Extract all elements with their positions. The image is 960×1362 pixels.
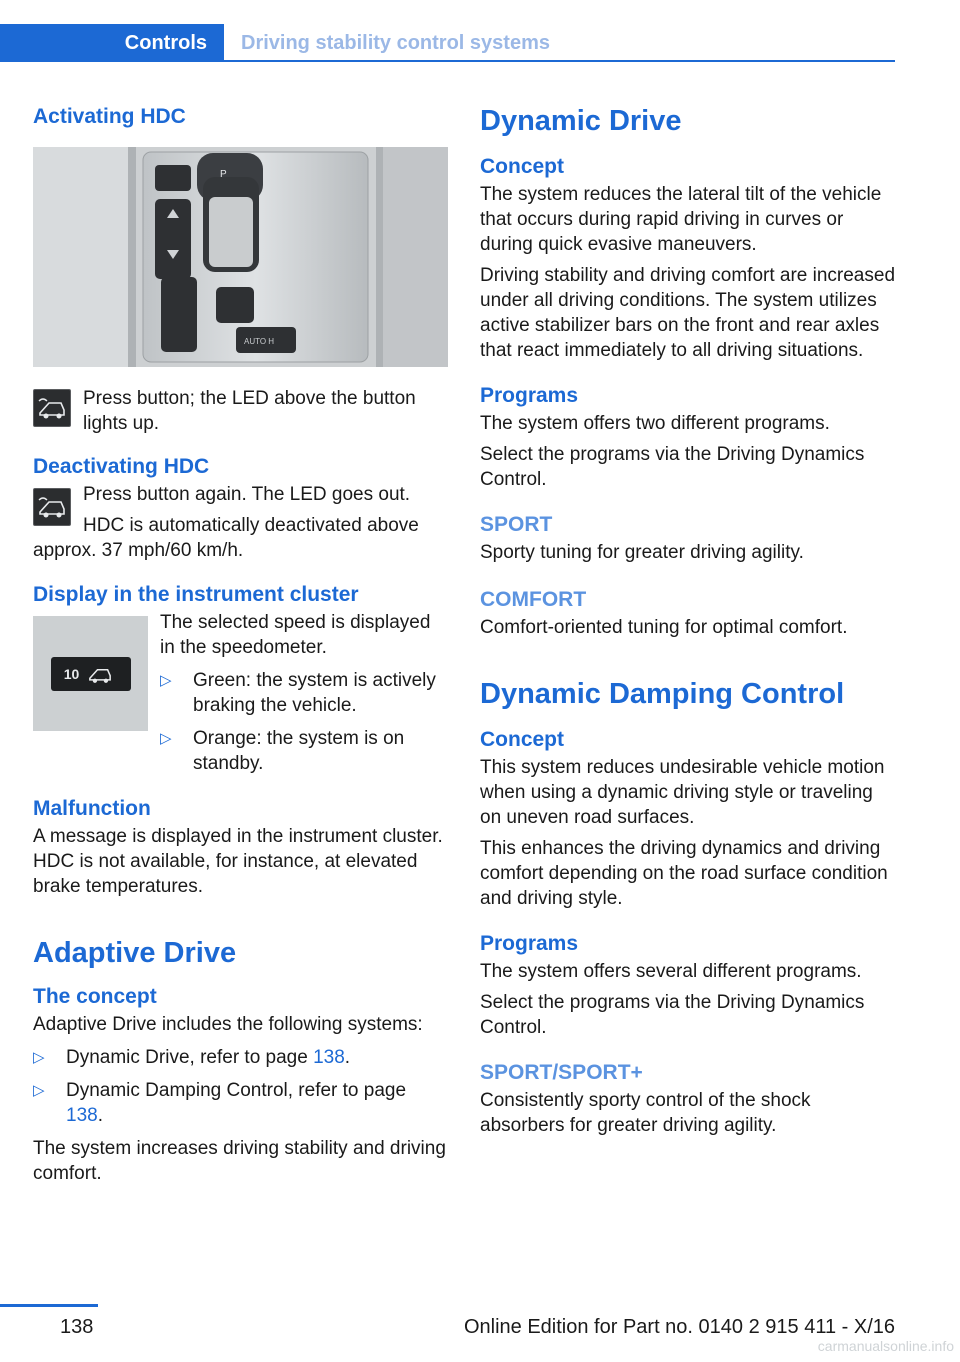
- heading-sport: SPORT: [480, 513, 553, 536]
- console-illustration: [33, 147, 448, 367]
- concept-bullets: [33, 1045, 448, 1128]
- dd-concept-p2: Driving stability and driving comfort are increased under all driving conditions. The system utilizes active stabilizer bars on the front and rear axles that react immediately to all driving situations.: [480, 265, 896, 361]
- hdc-button-icon: [33, 389, 71, 427]
- display-row: [33, 610, 448, 776]
- heading-dynamic-drive: Dynamic Drive: [480, 105, 682, 137]
- hdc-speed-number: 10: [63, 665, 80, 682]
- display-bullets: [160, 668, 448, 776]
- ddc-programs-p1: The system offers several different programs.: [480, 961, 862, 982]
- auto-h-label: AUTO H: [244, 337, 275, 346]
- heading-ddc-programs: Programs: [480, 932, 579, 955]
- heading-the-concept: The concept: [33, 985, 157, 1008]
- display-text: The selected speed is displayed in the speedometer.: [160, 612, 431, 658]
- page-number: 138: [60, 1316, 94, 1338]
- hdc-deactivate-row: [33, 482, 448, 538]
- chapter-title: Driving stability control systems: [241, 31, 550, 54]
- hdc-button-icon: [33, 488, 71, 526]
- hdc-activate-row: [33, 386, 448, 438]
- section-tab: Controls: [0, 24, 224, 62]
- heading-deactivating-hdc: Deactivating HDC: [33, 455, 210, 478]
- deactivating-speed-text: HDC is automatically deactivated above: [83, 515, 419, 536]
- dd-programs-p1: The system offers two different programs.: [480, 413, 830, 434]
- ddc-concept-p1: This system reduces undesirable vehicle motion when using a dynamic driving style or traveling on uneven road surfaces.: [480, 757, 885, 828]
- dd-programs-p2: Select the programs via the Driving Dynamics Control.: [480, 444, 865, 490]
- sportplus-text: Consistently sporty control of the shock absorbers for greater driving agility.: [480, 1090, 811, 1136]
- dd-concept-p1: The system reduces the lateral tilt of the vehicle that occurs during rapid driving in curves or during quick evasive maneuvers.: [480, 184, 882, 255]
- watermark: carmanualsonline.info: [817, 1338, 954, 1354]
- concept-footer-text: The system increases driving stability and driving comfort.: [33, 1138, 446, 1184]
- heading-ddc-concept: Concept: [480, 728, 564, 751]
- comfort-text: Comfort-oriented tuning for optimal comfort.: [480, 617, 848, 638]
- hdc-car-icon: [83, 663, 117, 685]
- heading-sport-sportplus: SPORT/SPORT+: [480, 1061, 643, 1084]
- park-label: P: [220, 169, 227, 180]
- heading-dd-programs: Programs: [480, 384, 579, 407]
- triangle-bullet-icon: ▷: [33, 1049, 45, 1066]
- list-item: ▷ Orange: the system is on standby.: [160, 728, 405, 774]
- concept-text: Adaptive Drive includes the following systems:: [33, 1014, 423, 1035]
- cluster-display-image: [33, 616, 148, 731]
- deactivating-text: Press button again. The LED goes out.: [83, 484, 411, 505]
- heading-dd-concept: Concept: [480, 155, 564, 178]
- heading-dynamic-damping-control: Dynamic Damping Control: [480, 678, 845, 710]
- sport-text: Sporty tuning for greater driving agility.: [480, 542, 804, 563]
- page-link[interactable]: 138: [313, 1047, 345, 1068]
- list-item: ▷ Dynamic Drive, refer to page 138.: [33, 1047, 351, 1068]
- page-header: [0, 24, 895, 62]
- ddc-concept-p2: This enhances the driving dynamics and driving comfort depending on the road surface condition and driving style.: [480, 838, 888, 909]
- right-column: [480, 100, 895, 1138]
- deactivating-speed-text-cont: approx. 37 mph/60 km/h.: [33, 540, 244, 561]
- heading-adaptive-drive: Adaptive Drive: [33, 937, 237, 969]
- list-item: ▷ Green: the system is actively braking the vehicle.: [160, 670, 436, 716]
- malfunction-text: A message is displayed in the instrument cluster. HDC is not available, for instance, at elevated brake temperatures.: [33, 826, 443, 897]
- triangle-bullet-icon: ▷: [33, 1082, 45, 1099]
- footer-rule: [0, 1304, 98, 1307]
- activating-text: Press button; the LED above the button lights up.: [83, 388, 416, 434]
- list-item: ▷ Dynamic Damping Control, refer to page 138.: [33, 1080, 407, 1126]
- edition-text: Online Edition for Part no. 0140 2 915 411 - X/16: [463, 1316, 895, 1338]
- header-rule: [224, 60, 895, 62]
- heading-display-cluster: Display in the instrument cluster: [33, 583, 359, 606]
- heading-comfort: COMFORT: [480, 588, 587, 611]
- triangle-bullet-icon: ▷: [160, 672, 172, 689]
- triangle-bullet-icon: ▷: [160, 730, 172, 747]
- selector-lever-photo: [33, 147, 448, 367]
- ddc-programs-p2: Select the programs via the Driving Dynamics Control.: [480, 992, 865, 1038]
- page-link[interactable]: 138: [66, 1105, 98, 1126]
- heading-malfunction: Malfunction: [33, 797, 151, 820]
- left-column: [33, 100, 448, 1186]
- heading-activating-hdc: Activating HDC: [33, 105, 186, 128]
